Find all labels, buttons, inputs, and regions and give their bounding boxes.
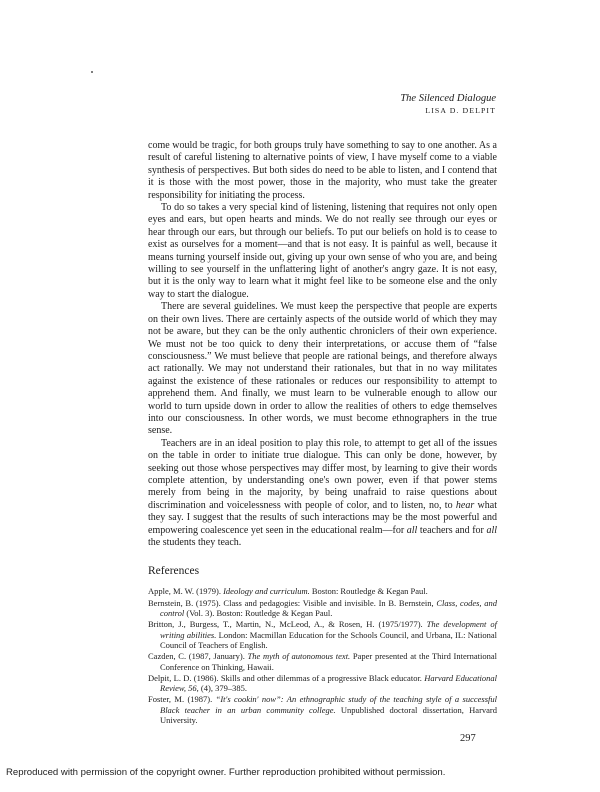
text-run: Boston: Routledge & Kegan Paul.: [309, 586, 428, 597]
reference-entry: [148, 673, 497, 694]
italic-text: hear: [455, 499, 475, 511]
text-run: There are several guidelines. We must keep the perspective that people are experts on their own lives. There are certainly aspects of the outside world of which they may not be aware, but they can be the only authentic chroniclers of their own experience. We must not be too quick to deny their interpretations, or accuse them of “false consciousness.” We must believe that people are rational beings, and therefore always act rationally. We may not understand their rationales, but that in no way militates against the existence of these rationales or reduces our responsibility to attempt to apprehend them. And finally, we must learn to be vulnerable enough to allow our world to turn upside down in order to allow the realities of others to edge themselves into our consciousness. In other words, we must become ethnographers in the true sense.: [148, 301, 497, 437]
italic-text: Harvard Educational Review, 56: [160, 672, 497, 694]
scan-speck: [91, 71, 93, 73]
text-run: Delpit, L. D. (1986). Skills and other dilemmas of a progressive Black educator.: [148, 672, 425, 683]
text-run: Apple, M. W. (1979).: [148, 586, 224, 597]
reference-entry: [148, 651, 497, 672]
text-run: Foster, M. (1987).: [148, 694, 216, 705]
body-paragraph: [148, 202, 497, 301]
body-paragraph: [148, 140, 497, 202]
running-head-author: LISA D. DELPIT: [425, 106, 496, 115]
italic-text: The myth of autonomous text.: [247, 651, 351, 662]
copyright-notice: Reproduced with permission of the copyright owner. Further reproduction prohibited without permission.: [6, 767, 446, 778]
text-run: come would be tragic, for both groups truly have something to say to one another. As a result of careful listening to alternative points of view, I have myself come to a viable synthesis of perspectives. But both sides do need to be able to listen, and I contend that it is those with the most power, those in the majority, who must take the greater responsibility for initiating the process.: [148, 140, 497, 201]
text-run: (Vol. 3). Boston: Routledge & Kegan Paul.: [184, 608, 333, 618]
reference-entry: [148, 694, 497, 726]
text-run: , (4), 379–385.: [196, 683, 247, 694]
text-run: Unpublished doctoral dissertation, Harvard University.: [160, 704, 498, 726]
references-list: [148, 586, 497, 725]
text-run: To do so takes a very special kind of listening, listening that requires not only open eyes and ears, but open hearts and minds. We do not really see through our eyes or hear through our ears, but through our beliefs. To put our beliefs on hold is to cease to exist as ourselves for a moment—and that is not easy. It is painful as well, because it means turning yourself inside out, giving up your own sense of who you are, and being willing to see yourself in the unflattering light of another's angry gaze. It is not easy, but it is the only way to learn what it might feel like to be someone else and the only way to start the dialogue.: [148, 202, 497, 300]
text-run: the students they teach.: [148, 537, 242, 548]
italic-text: “It's cookin' now”: An ethnographic study of the teaching style of a successful Black teacher in an urban community college.: [160, 694, 497, 715]
text-run: teachers and for: [417, 524, 487, 536]
italic-text: Class, codes, and control: [160, 597, 497, 618]
italic-text: all: [486, 524, 497, 536]
text-run: Bernstein, B. (1975). Class and pedagogies: Visible and invisible. In B. Bernstein,: [148, 597, 437, 608]
text-run: Paper presented at the Third International Conference on Thinking, Hawaii.: [160, 651, 497, 672]
reference-entry: [148, 598, 497, 619]
page-number: 297: [460, 733, 476, 744]
body-text: [148, 140, 497, 549]
text-run: what they say. I suggest that the results of such interactions may be the most powerful and empowering coalescence yet seen in the educational realm—for: [148, 499, 497, 536]
text-run: Teachers are in an ideal position to play this role, to attempt to get all of the issues on the table in order to initiate true dialogue. This can only be done, however, by seeking out those whose perspectives may differ most, by learning to give their words complete attention, by understanding one's own power, even if that power stems merely from being in the majority, by being unafraid to raise questions about discrimination and voicelessness with people of color, and to listen, no, to: [148, 437, 497, 511]
running-head-title: The Silenced Dialogue: [400, 93, 496, 104]
text-run: London: Macmillan Education for the Schools Council, and Urbana, IL: National Council of Teachers of English.: [160, 629, 497, 651]
text-run: Cazden, C. (1987, January).: [148, 651, 248, 662]
text-run: Britton, J., Burgess, T., Martin, N., McLeod, A., & Rosen, H. (1975/1977).: [148, 619, 427, 630]
body-paragraph: [148, 301, 497, 437]
references-heading: References: [148, 565, 200, 578]
italic-text: The development of writing abilities.: [160, 619, 497, 640]
reference-entry: [148, 586, 497, 597]
italic-text: Ideology and curriculum.: [223, 586, 310, 597]
italic-text: all: [406, 524, 418, 536]
body-column: [148, 140, 497, 726]
body-paragraph: [148, 438, 497, 550]
reference-entry: [148, 619, 497, 651]
running-head: [400, 92, 496, 117]
